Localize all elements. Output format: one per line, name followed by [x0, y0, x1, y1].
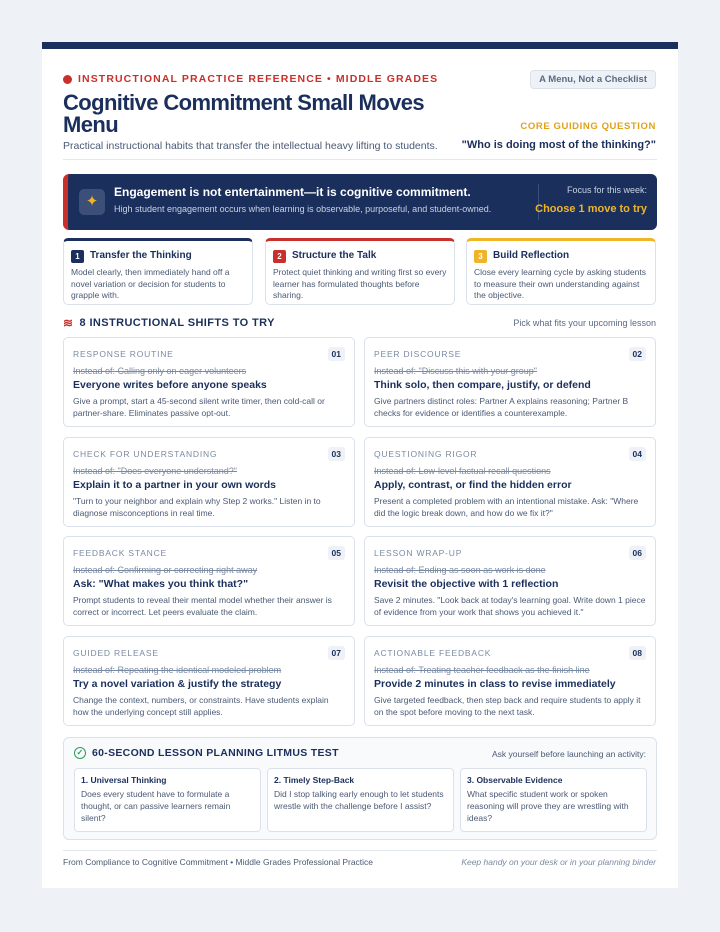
- shift-category: ACTIONABLE FEEDBACK: [374, 648, 492, 658]
- shift-category: PEER DISCOURSE: [374, 349, 462, 359]
- sparkle-icon: ✦: [79, 189, 105, 215]
- shift-description: Change the context, numbers, or constraints. Have students explain how the underlying concept still applies.: [73, 695, 329, 717]
- shift-number: 05: [328, 546, 345, 560]
- litmus-question: [267, 768, 454, 832]
- shift-card: [364, 636, 656, 726]
- principle-title: Transfer the Thinking: [90, 250, 192, 261]
- shift-new-practice: Think solo, then compare, justify, or defend: [374, 379, 591, 391]
- shift-number: 08: [629, 646, 646, 660]
- shift-number: 01: [328, 347, 345, 361]
- shift-new-practice: Explain it to a partner in your own words: [73, 479, 277, 491]
- principle-number: 2: [273, 250, 286, 263]
- shift-category: QUESTIONING RIGOR: [374, 449, 478, 459]
- principle-text: Close every learning cycle by asking students to measure their own understanding against the objective.: [474, 267, 646, 300]
- litmus-heading: [74, 747, 339, 759]
- shift-new-practice: Revisit the objective with 1 reflection: [374, 578, 559, 590]
- shift-category: LESSON WRAP-UP: [374, 548, 463, 558]
- eyebrow: [63, 73, 438, 85]
- engagement-banner: [63, 174, 657, 230]
- layers-icon: ≋: [63, 316, 74, 330]
- shift-number: 04: [629, 447, 646, 461]
- page-subtitle: Practical instructional habits that transfer the intellectual heavy lifting to students.: [63, 140, 438, 152]
- guiding-question: "Who is doing most of the thinking?": [461, 139, 656, 151]
- guiding-question-label: CORE GUIDING QUESTION: [520, 121, 656, 132]
- focus-value: Choose 1 move to try: [535, 203, 647, 215]
- reference-sheet: [42, 42, 678, 888]
- litmus-test-panel: [63, 737, 657, 840]
- menu-pill: A Menu, Not a Checklist: [530, 70, 656, 89]
- litmus-question-title: 3. Observable Evidence: [467, 775, 563, 785]
- litmus-question-title: 1. Universal Thinking: [81, 775, 167, 785]
- shift-old-practice: Instead of: "Discuss this with your group": [374, 366, 537, 376]
- litmus-heading-text: 60-SECOND LESSON PLANNING LITMUS TEST: [92, 747, 339, 759]
- banner-text: High student engagement occurs when learning is observable, purposeful, and student-owned.: [114, 204, 492, 214]
- shift-description: Give partners distinct roles: Partner A explains reasoning; Partner B checks for evidence or identifies a counterexample.: [374, 396, 629, 418]
- principle-text: Protect quiet thinking and writing first so every learner has formulated thoughts before sharing.: [273, 267, 447, 300]
- shift-new-practice: Ask: "What makes you think that?": [73, 578, 249, 590]
- shift-number: 02: [629, 347, 646, 361]
- shift-card: [364, 437, 656, 527]
- footer-tip: Keep handy on your desk or in your planning binder: [461, 857, 656, 867]
- shift-new-practice: Everyone writes before anyone speaks: [73, 379, 267, 391]
- litmus-question-title: 2. Timely Step-Back: [274, 775, 355, 785]
- shifts-heading: [63, 316, 275, 330]
- litmus-question-text: Does every student have to formulate a thought, or can passive learners remain silent?: [81, 789, 231, 823]
- check-circle-icon: ✓: [74, 747, 86, 759]
- shift-description: Give a prompt, start a 45-second silent write timer, then cold-call or partner-share. Eliminates passive opt-out.: [73, 396, 325, 418]
- principle-text: Model clearly, then immediately hand off a novel variation or decision for students to grapple with.: [71, 267, 230, 300]
- page-title: Cognitive Commitment Small Moves Menu: [63, 90, 424, 137]
- shift-old-practice: Instead of: Ending as soon as work is done: [374, 565, 546, 575]
- shift-old-practice: Instead of: Low-level factual recall questions: [374, 466, 551, 476]
- shift-number: 03: [328, 447, 345, 461]
- eyebrow-text: INSTRUCTIONAL PRACTICE REFERENCE • MIDDLE GRADES: [78, 73, 439, 85]
- focus-label: Focus for this week:: [566, 185, 647, 195]
- principle-title: Structure the Talk: [292, 250, 377, 261]
- footer-source: From Compliance to Cognitive Commitment • Middle Grades Professional Practice: [63, 857, 374, 867]
- litmus-note: Ask yourself before launching an activity:: [491, 749, 646, 759]
- litmus-question-text: Did I stop talking early enough to let students wrestle with the challenge before I assist?: [274, 789, 444, 811]
- shift-card: [364, 337, 656, 427]
- shift-new-practice: Try a novel variation & justify the strategy: [73, 678, 282, 690]
- shifts-note: Pick what fits your upcoming lesson: [513, 318, 656, 328]
- litmus-question: [74, 768, 261, 832]
- shift-old-practice: Instead of: Treating teacher feedback as the finish line: [374, 665, 590, 675]
- header-divider: [63, 159, 657, 160]
- banner-heading: Engagement is not entertainment—it is cognitive commitment.: [114, 185, 471, 199]
- shift-new-practice: Apply, contrast, or find the hidden error: [374, 479, 572, 491]
- shift-card: [364, 536, 656, 626]
- shift-old-practice: Instead of: Confirming or correcting right away: [73, 565, 258, 575]
- shift-description: Give targeted feedback, then step back and require students to apply it on the spot before moving to the next task.: [374, 695, 641, 717]
- shift-description: Prompt students to reveal their mental model whether their answer is correct or incorrect. Let peers evaluate the claim.: [73, 595, 332, 617]
- shifts-heading-text: 8 INSTRUCTIONAL SHIFTS TO TRY: [79, 317, 275, 329]
- shift-old-practice: Instead of: "Does everyone understand?": [73, 466, 237, 476]
- shift-old-practice: Instead of: Calling only on eager volunteers: [73, 366, 247, 376]
- shift-new-practice: Provide 2 minutes in class to revise immediately: [374, 678, 616, 690]
- litmus-question: [460, 768, 647, 832]
- principle-number: 3: [474, 250, 487, 263]
- principle-card: [466, 238, 656, 305]
- principle-number: 1: [71, 250, 84, 263]
- shift-category: FEEDBACK STANCE: [73, 548, 168, 558]
- footer-divider: [63, 850, 657, 851]
- shift-description: Present a completed problem with an intentional mistake. Ask: "Where did the logic break down, and how do we fix it?": [374, 496, 639, 518]
- shift-category: GUIDED RELEASE: [73, 648, 159, 658]
- shift-old-practice: Instead of: Repeating the identical modeled problem: [73, 665, 282, 675]
- shift-card: [63, 536, 355, 626]
- principle-card: [265, 238, 455, 305]
- shift-category: CHECK FOR UNDERSTANDING: [73, 449, 218, 459]
- shift-number: 06: [629, 546, 646, 560]
- shift-description: Save 2 minutes. "Look back at today's learning goal. Write down 1 piece of evidence from your work that shows you achieved it.": [374, 595, 646, 617]
- shift-number: 07: [328, 646, 345, 660]
- shift-category: RESPONSE ROUTINE: [73, 349, 174, 359]
- principle-card: [63, 238, 253, 305]
- shift-card: [63, 437, 355, 527]
- shift-description: "Turn to your neighbor and explain why Step 2 works." Listen in to diagnose misconceptions in real time.: [73, 496, 321, 518]
- top-accent-bar: [42, 42, 678, 49]
- litmus-question-text: What specific student work or spoken reasoning will prove they are wrestling with ideas?: [467, 789, 629, 823]
- shift-card: [63, 337, 355, 427]
- red-dot-icon: [63, 75, 72, 84]
- shift-card: [63, 636, 355, 726]
- principle-title: Build Reflection: [493, 250, 570, 261]
